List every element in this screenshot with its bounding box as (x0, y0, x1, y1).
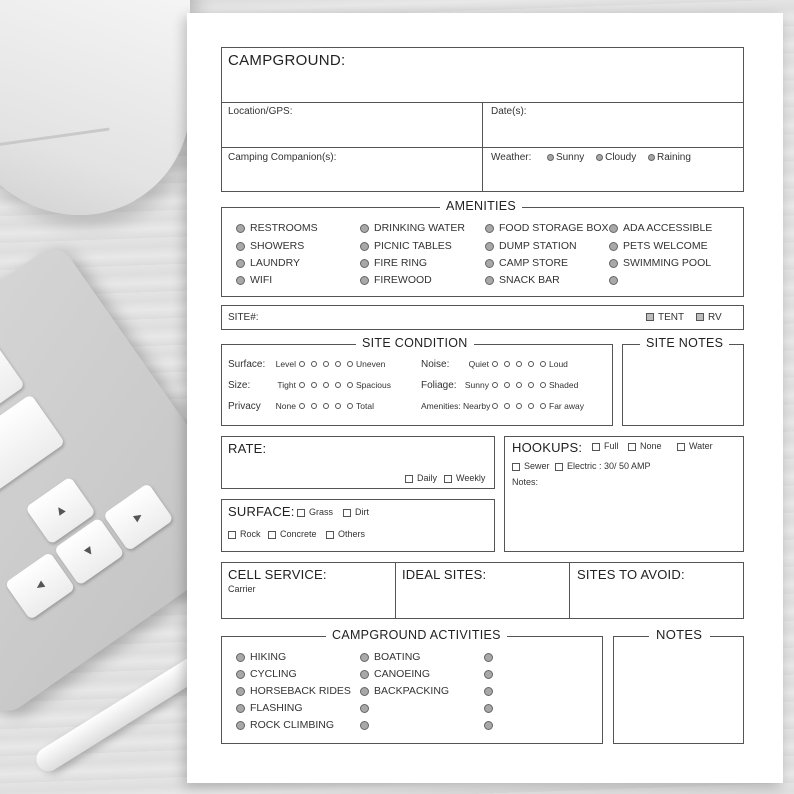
activity-checkbox[interactable] (236, 704, 245, 713)
amenity-label: DRINKING WATER (374, 222, 465, 234)
condition-high: Total (356, 401, 374, 411)
rv-label: RV (708, 312, 722, 323)
rating-dot[interactable] (504, 382, 510, 388)
hookup-checkbox[interactable] (592, 443, 600, 451)
surface-checkbox[interactable] (228, 531, 236, 539)
rating-dot[interactable] (335, 403, 341, 409)
amenity-label: WIFI (250, 274, 273, 286)
rating-dot[interactable] (540, 403, 546, 409)
site-condition-title: SITE CONDITION (356, 336, 474, 350)
daily-checkbox[interactable] (405, 475, 413, 483)
activity-checkbox-blank[interactable] (484, 687, 493, 696)
activity-checkbox-blank[interactable] (484, 721, 493, 730)
hookup-electric-option (555, 461, 651, 471)
activity-label: ROCK CLIMBING (250, 719, 335, 731)
rating-dot[interactable] (347, 361, 353, 367)
location-gps-label: Location/GPS: (228, 106, 293, 117)
rating-dot[interactable] (299, 382, 305, 388)
activity-checkbox-blank[interactable] (360, 721, 369, 730)
rating-dot[interactable] (299, 403, 305, 409)
weather-cloudy-label: Cloudy (605, 152, 637, 163)
amenity-checkbox[interactable] (360, 224, 369, 233)
tent-option (646, 312, 684, 323)
amenity-label: ADA ACCESSIBLE (623, 222, 713, 234)
rv-checkbox[interactable] (696, 313, 704, 321)
weather-row (491, 152, 691, 163)
weekly-option (444, 473, 485, 483)
ideal-sites-label: IDEAL SITES: (402, 567, 487, 582)
rating-dot[interactable] (311, 403, 317, 409)
activity-label: HORSEBACK RIDES (250, 685, 351, 697)
condition-row-surface (228, 359, 385, 370)
rv-option (696, 312, 722, 323)
condition-label: Privacy (228, 401, 261, 412)
activity-checkbox[interactable] (236, 721, 245, 730)
activity-label: CYCLING (250, 668, 297, 680)
rating-dot[interactable] (516, 361, 522, 367)
rating-dot[interactable] (492, 403, 498, 409)
surface-rock-option (228, 529, 261, 539)
activity-checkbox-blank[interactable] (484, 704, 493, 713)
amenity-label: PETS WELCOME (623, 240, 708, 252)
site-notes-title: SITE NOTES (640, 336, 729, 350)
condition-row-amenities (421, 401, 584, 412)
rating-dot[interactable] (335, 382, 341, 388)
activity-checkbox[interactable] (360, 687, 369, 696)
condition-row-privacy (228, 401, 374, 412)
condition-low: Nearby (463, 401, 491, 411)
activity-checkbox-blank[interactable] (360, 704, 369, 713)
amenity-label: SHOWERS (250, 240, 305, 252)
tent-checkbox[interactable] (646, 313, 654, 321)
surface-dirt-option (343, 507, 369, 517)
activity-checkbox[interactable] (236, 687, 245, 696)
site-notes-box[interactable] (622, 344, 744, 426)
surface-option-label: Grass (309, 507, 334, 517)
activity-checkbox[interactable] (236, 653, 245, 662)
rating-dot[interactable] (528, 361, 534, 367)
activity-label: FLASHING (250, 702, 303, 714)
hookup-checkbox[interactable] (677, 443, 685, 451)
amenities-box (221, 207, 744, 297)
activity-label: HIKING (250, 651, 287, 663)
surface-checkbox[interactable] (297, 509, 305, 517)
hookup-full-option (592, 441, 619, 451)
amenity-checkbox[interactable] (485, 242, 494, 251)
hookup-sewer-option (512, 461, 550, 471)
rating-dot[interactable] (347, 382, 353, 388)
hookup-checkbox[interactable] (555, 463, 563, 471)
condition-low: Tight (277, 380, 296, 390)
condition-low: Level (275, 359, 296, 369)
condition-label: Amenities: (421, 401, 461, 411)
hookup-none-option (628, 441, 662, 451)
condition-row-foliage (421, 380, 578, 391)
carrier-label: Carrier (228, 584, 256, 594)
rating-dot[interactable] (516, 403, 522, 409)
condition-low: Sunny (464, 380, 489, 390)
amenity-label: FIRE RING (374, 257, 428, 269)
cell-service-label: CELL SERVICE: (228, 567, 327, 582)
rating-dot[interactable] (492, 382, 498, 388)
activity-checkbox-blank[interactable] (484, 670, 493, 679)
activity-label: BOATING (374, 651, 421, 663)
rating-dot[interactable] (540, 382, 546, 388)
rating-dot[interactable] (540, 361, 546, 367)
rating-dot[interactable] (323, 382, 329, 388)
surface-concrete-option (268, 529, 317, 539)
amenity-checkbox[interactable] (236, 242, 245, 251)
hookup-option-label: Electric : 30/ 50 AMP (567, 461, 651, 471)
surface-checkbox[interactable] (343, 509, 351, 517)
weather-cloudy-radio[interactable] (596, 154, 603, 161)
rating-dot[interactable] (311, 361, 317, 367)
amenity-checkbox-blank[interactable] (609, 276, 618, 285)
surface-checkbox[interactable] (268, 531, 276, 539)
rating-dot[interactable] (323, 403, 329, 409)
condition-label: Noise: (421, 359, 450, 370)
activity-checkbox[interactable] (236, 670, 245, 679)
hookups-label: HOOKUPS: (512, 440, 583, 455)
surface-option-label: Concrete (280, 529, 317, 539)
surface-option-label: Others (338, 529, 366, 539)
rating-dot[interactable] (299, 361, 305, 367)
amenity-label: PICNIC TABLES (374, 240, 452, 252)
activity-label: BACKPACKING (374, 685, 450, 697)
hookup-water-option (677, 441, 713, 451)
amenity-checkbox[interactable] (609, 259, 618, 268)
rating-dot[interactable] (492, 361, 498, 367)
condition-high: Shaded (549, 380, 579, 390)
condition-label: Size: (228, 380, 251, 391)
amenity-checkbox[interactable] (236, 259, 245, 268)
daily-option (405, 473, 437, 483)
rating-dot[interactable] (347, 403, 353, 409)
surface-option-label: Dirt (355, 507, 369, 517)
surface-label: SURFACE: (228, 504, 295, 519)
hookup-option-label: None (640, 441, 662, 451)
activity-checkbox-blank[interactable] (484, 653, 493, 662)
amenity-checkbox[interactable] (360, 242, 369, 251)
tent-label: TENT (658, 312, 685, 323)
amenity-checkbox[interactable] (236, 224, 245, 233)
hookup-option-label: Sewer (524, 461, 550, 471)
activity-checkbox[interactable] (360, 653, 369, 662)
rating-dot[interactable] (516, 382, 522, 388)
rating-dot[interactable] (528, 382, 534, 388)
weather-sunny-radio[interactable] (547, 154, 554, 161)
amenity-label: SNACK BAR (499, 274, 560, 286)
hookup-notes-label: Notes: (512, 477, 539, 487)
keyboard-image: ▲ ▶ ▼ ◀ (0, 241, 264, 719)
condition-label: Foliage: (421, 380, 457, 391)
amenity-checkbox[interactable] (609, 242, 618, 251)
amenity-checkbox[interactable] (609, 224, 618, 233)
amenity-label: RESTROOMS (250, 222, 318, 234)
amenity-label: SWIMMING POOL (623, 257, 712, 269)
site-number-label: SITE#: (228, 312, 259, 323)
condition-row-noise (421, 359, 568, 370)
weekly-checkbox[interactable] (444, 475, 452, 483)
condition-high: Uneven (356, 359, 386, 369)
weather-raining-radio[interactable] (648, 154, 655, 161)
amenity-checkbox[interactable] (236, 276, 245, 285)
amenity-checkbox[interactable] (485, 276, 494, 285)
rating-dot[interactable] (335, 361, 341, 367)
surface-checkbox[interactable] (326, 531, 334, 539)
sites-to-avoid-label: SITES TO AVOID: (577, 567, 685, 582)
condition-label: Surface: (228, 359, 266, 370)
amenity-checkbox[interactable] (485, 224, 494, 233)
notes-title: NOTES (650, 627, 708, 642)
rating-dot[interactable] (311, 382, 317, 388)
dates-label: Date(s): (491, 106, 527, 117)
activity-label: CANOEING (374, 668, 431, 680)
surface-option-label: Rock (240, 529, 261, 539)
amenity-checkbox[interactable] (485, 259, 494, 268)
surface-grass-option (297, 507, 333, 517)
condition-high: Far away (549, 401, 584, 411)
rating-dot[interactable] (504, 361, 510, 367)
condition-high: Loud (549, 359, 568, 369)
amenity-checkbox[interactable] (360, 259, 369, 268)
amenity-label: DUMP STATION (499, 240, 577, 252)
surface-others-option (326, 529, 365, 539)
rating-dot[interactable] (528, 403, 534, 409)
campground-label: CAMPGROUND: (228, 52, 346, 69)
weather-raining-label: Raining (657, 152, 691, 163)
condition-low: Quiet (468, 359, 489, 369)
rating-dot[interactable] (323, 361, 329, 367)
hookup-option-label: Full (604, 441, 619, 451)
amenity-label: FOOD STORAGE BOX (499, 222, 609, 234)
hookup-option-label: Water (689, 441, 713, 451)
weekly-label: Weekly (456, 473, 486, 483)
notes-box[interactable] (613, 636, 744, 744)
condition-row-size (228, 380, 391, 391)
amenity-label: LAUNDRY (250, 257, 300, 269)
condition-high: Spacious (356, 380, 391, 390)
hookup-checkbox[interactable] (512, 463, 520, 471)
condition-low: None (275, 401, 296, 411)
activity-checkbox[interactable] (360, 670, 369, 679)
amenity-checkbox[interactable] (360, 276, 369, 285)
rating-dot[interactable] (504, 403, 510, 409)
companions-label: Camping Companion(s): (228, 152, 337, 163)
rate-label: RATE: (228, 441, 267, 456)
amenity-label: FIREWOOD (374, 274, 432, 286)
amenity-label: CAMP STORE (499, 257, 569, 269)
amenities-title: AMENITIES (440, 199, 522, 213)
weather-label: Weather: (491, 152, 532, 163)
weather-sunny-label: Sunny (555, 152, 585, 163)
daily-label: Daily (417, 473, 438, 483)
hookup-checkbox[interactable] (628, 443, 636, 451)
activities-title: CAMPGROUND ACTIVITIES (326, 628, 507, 642)
